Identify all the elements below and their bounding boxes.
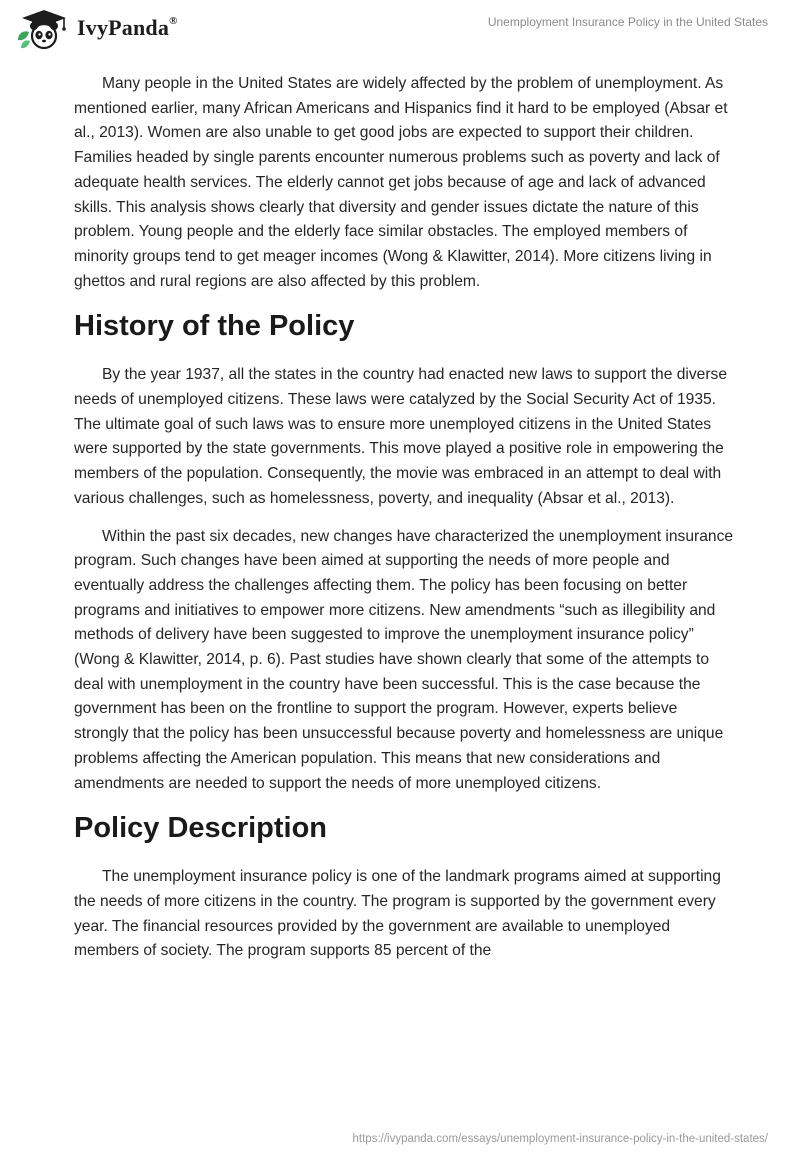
registered-mark: ® xyxy=(169,14,178,27)
panda-graduate-icon xyxy=(14,8,72,50)
logo-text: IvyPanda® xyxy=(77,14,178,40)
paragraph-unemployment-impact: Many people in the United States are widely affected by the problem of unemployment. As mentioned earlier, many African Americans and Hispanics find it hard to be employed (Absar et al., 2013). Women are also unable to get good jobs are expected to support their children. Families headed by single parents encounter numerous problems such as poverty and lack of adequate health services. The elderly cannot get jobs because of age and lack of advanced skills. This analysis shows clearly that diversity and gender issues dictate the nature of this problem. Young people and the elderly face similar obstacles. The employed members of minority groups tend to get meager incomes (Wong & Klawitter, 2014). More citizens living in ghettos and rural regions are also affected by this problem. xyxy=(74,75,728,290)
document-title: Unemployment Insurance Policy in the United States xyxy=(487,15,768,29)
source-url[interactable]: https://ivypanda.com/essays/unemployment-insurance-policy-in-the-united-states/ xyxy=(352,1133,768,1145)
paragraph-history-1937: By the year 1937, all the states in the country had enacted new laws to support the diverse needs of unemployed citizens. These laws were catalyzed by the Social Security Act of 1935. The ultimate goal of such laws was to ensure more unemployed citizens in the United States were supported by the state governments. This move played a positive role in empowering the members of the population. Consequently, the movie was embraced in an attempt to deal with various challenges, such as homelessness, poverty, and inequality (Absar et al., 2013). xyxy=(74,366,727,507)
paragraph-policy-description: The unemployment insurance policy is one of the landmark programs aimed at supporting the needs of more citizens in the country. The program is supported by the government every year. The financial resources provided by the government are available to unemployed members of society. The program supports 85 percent of the xyxy=(74,868,721,960)
paragraph-history-changes: Within the past six decades, new changes have characterized the unemployment insurance program. Such changes have been aimed at supporting the needs of more people and eventually address the challenges affecting them. The policy has been focusing on better programs and initiatives to empower more citizens. New amendments “such as illegibility and methods of delivery have been suggested to improve the unemployment insurance policy” (Wong & Klawitter, 2014, p. 6). Past studies have shown clearly that some of the attempts to deal with unemployment in the country have been successful. This is the case because the government has been on the frontline to support the program. However, experts believe strongly that the policy has been unsuccessful because poverty and homelessness are unique problems affecting the American population. This means that new considerations and amendments are needed to support the needs of more unemployed citizens. xyxy=(74,527,734,792)
page-header xyxy=(0,0,800,60)
essay-content xyxy=(74,72,734,977)
ivypanda-logo[interactable] xyxy=(14,8,178,50)
heading-policy-description: Policy Description xyxy=(74,812,328,845)
heading-history-of-policy: History of the Policy xyxy=(74,310,355,343)
